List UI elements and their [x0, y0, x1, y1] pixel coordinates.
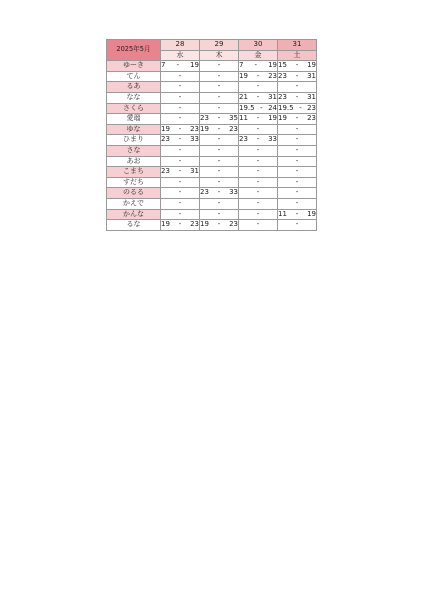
staff-row: [107, 198, 317, 209]
shift-start: 19.5: [278, 103, 294, 112]
no-shift-cell: -: [161, 188, 200, 199]
shift-separator: -: [217, 124, 221, 133]
no-shift-cell: -: [239, 156, 278, 167]
shift-end: 23: [307, 114, 316, 123]
shift-separator: -: [178, 135, 182, 144]
shift-start: 19: [161, 220, 170, 229]
staff-name: かえで: [107, 198, 161, 209]
no-shift-cell: -: [161, 103, 200, 114]
no-shift-cell: -: [200, 198, 239, 209]
no-shift-cell: -: [161, 92, 200, 103]
shift-start: 19: [239, 71, 248, 80]
shift-end: 19: [268, 114, 277, 123]
no-shift-cell: -: [161, 114, 200, 125]
month-label: 2025年5月: [107, 40, 161, 61]
staff-name: なな: [107, 92, 161, 103]
no-shift-cell: -: [278, 198, 317, 209]
shift-start: 23: [161, 135, 170, 144]
shift-separator: -: [256, 71, 260, 80]
weekday-header-cell: 金: [239, 50, 278, 61]
staff-row: [107, 135, 317, 146]
date-header-cell: 30: [239, 40, 278, 51]
shift-separator: -: [295, 71, 299, 80]
no-shift-cell: -: [200, 82, 239, 93]
shift-time-cell: [161, 135, 200, 146]
shift-end: 23: [307, 103, 316, 112]
shift-end: 23: [268, 71, 277, 80]
staff-row: [107, 114, 317, 125]
staff-row: [107, 156, 317, 167]
no-shift-cell: -: [200, 61, 239, 72]
shift-separator: -: [295, 209, 299, 218]
staff-name: のるる: [107, 188, 161, 199]
no-shift-cell: -: [239, 188, 278, 199]
shift-time-cell: [239, 61, 278, 72]
shift-separator: -: [260, 103, 263, 112]
shift-time-cell: [161, 167, 200, 178]
shift-end: 23: [190, 220, 199, 229]
shift-table: [106, 39, 317, 231]
no-shift-cell: -: [278, 220, 317, 231]
no-shift-cell: -: [239, 82, 278, 93]
staff-name: るあ: [107, 82, 161, 93]
staff-name: 愛瑠: [107, 114, 161, 125]
shift-time-cell: [278, 61, 317, 72]
no-shift-cell: -: [200, 103, 239, 114]
staff-row: [107, 92, 317, 103]
shift-separator: -: [178, 167, 182, 176]
date-header-cell: 29: [200, 40, 239, 51]
no-shift-cell: -: [161, 71, 200, 82]
no-shift-cell: -: [239, 177, 278, 188]
staff-name: さな: [107, 145, 161, 156]
shift-start: 19: [200, 124, 209, 133]
shift-separator: -: [295, 92, 299, 101]
shift-end: 19: [268, 61, 277, 70]
weekday-header-cell: 木: [200, 50, 239, 61]
staff-row: [107, 61, 317, 72]
shift-separator: -: [176, 61, 180, 70]
shift-table-body: [107, 40, 317, 231]
shift-start: 23: [278, 71, 287, 80]
staff-row: [107, 71, 317, 82]
no-shift-cell: -: [278, 124, 317, 135]
no-shift-cell: -: [239, 124, 278, 135]
shift-end: 35: [229, 114, 238, 123]
no-shift-cell: -: [200, 71, 239, 82]
shift-time-cell: [200, 188, 239, 199]
no-shift-cell: -: [161, 82, 200, 93]
shift-end: 24: [268, 103, 277, 112]
shift-time-cell: [239, 114, 278, 125]
no-shift-cell: -: [278, 167, 317, 178]
shift-start: 23: [200, 114, 209, 123]
no-shift-cell: -: [200, 135, 239, 146]
date-header-row: [107, 40, 317, 51]
no-shift-cell: -: [161, 156, 200, 167]
shift-time-cell: [239, 135, 278, 146]
shift-start: 23: [200, 188, 209, 197]
shift-separator: -: [256, 135, 260, 144]
no-shift-cell: -: [239, 209, 278, 220]
staff-name: てん: [107, 71, 161, 82]
staff-name: こまち: [107, 167, 161, 178]
no-shift-cell: -: [200, 156, 239, 167]
shift-time-cell: [278, 71, 317, 82]
no-shift-cell: -: [278, 177, 317, 188]
staff-row: [107, 188, 317, 199]
staff-row: [107, 177, 317, 188]
staff-row: [107, 167, 317, 178]
shift-time-cell: [161, 61, 200, 72]
no-shift-cell: -: [239, 145, 278, 156]
shift-start: 11: [278, 209, 287, 218]
staff-row: [107, 145, 317, 156]
shift-start: 19: [278, 114, 287, 123]
shift-start: 23: [239, 135, 248, 144]
shift-start: 23: [278, 92, 287, 101]
no-shift-cell: -: [161, 145, 200, 156]
shift-time-cell: [278, 92, 317, 103]
staff-row: [107, 209, 317, 220]
no-shift-cell: -: [239, 198, 278, 209]
shift-time-cell: [200, 114, 239, 125]
no-shift-cell: -: [200, 145, 239, 156]
staff-row: [107, 220, 317, 231]
staff-name: さくら: [107, 103, 161, 114]
shift-end: 19: [190, 61, 199, 70]
shift-end: 23: [190, 124, 199, 133]
shift-start: 15: [278, 61, 287, 70]
shift-time-cell: [161, 124, 200, 135]
shift-start: 11: [239, 114, 248, 123]
shift-separator: -: [299, 103, 302, 112]
no-shift-cell: -: [239, 220, 278, 231]
staff-name: ゆーき: [107, 61, 161, 72]
staff-row: [107, 124, 317, 135]
shift-time-cell: [239, 92, 278, 103]
no-shift-cell: -: [200, 177, 239, 188]
shift-time-cell: [278, 114, 317, 125]
no-shift-cell: -: [200, 92, 239, 103]
no-shift-cell: -: [278, 135, 317, 146]
shift-time-cell: [239, 71, 278, 82]
staff-name: るな: [107, 220, 161, 231]
staff-name: すだち: [107, 177, 161, 188]
shift-time-cell: [200, 124, 239, 135]
staff-row: [107, 103, 317, 114]
shift-start: 19: [200, 220, 209, 229]
shift-separator: -: [178, 220, 182, 229]
staff-row: [107, 82, 317, 93]
shift-time-cell: [239, 103, 278, 114]
shift-start: 7: [161, 61, 166, 70]
no-shift-cell: -: [278, 145, 317, 156]
shift-start: 19.5: [239, 103, 255, 112]
no-shift-cell: -: [161, 209, 200, 220]
shift-end: 31: [190, 167, 199, 176]
shift-start: 23: [161, 167, 170, 176]
no-shift-cell: -: [200, 167, 239, 178]
shift-end: 31: [307, 92, 316, 101]
shift-separator: -: [295, 114, 299, 123]
shift-end: 23: [229, 220, 238, 229]
shift-time-cell: [278, 103, 317, 114]
staff-name: ひまり: [107, 135, 161, 146]
shift-start: 21: [239, 92, 248, 101]
no-shift-cell: -: [278, 82, 317, 93]
shift-separator: -: [295, 61, 299, 70]
shift-separator: -: [178, 124, 182, 133]
shift-separator: -: [254, 61, 258, 70]
no-shift-cell: -: [278, 188, 317, 199]
shift-separator: -: [256, 92, 260, 101]
staff-name: あお: [107, 156, 161, 167]
shift-end: 31: [268, 92, 277, 101]
shift-separator: -: [217, 220, 221, 229]
shift-end: 33: [229, 188, 238, 197]
no-shift-cell: -: [200, 209, 239, 220]
shift-separator: -: [217, 114, 221, 123]
shift-separator: -: [217, 188, 221, 197]
shift-end: 23: [229, 124, 238, 133]
shift-end: 19: [307, 61, 316, 70]
shift-time-cell: [278, 209, 317, 220]
no-shift-cell: -: [161, 198, 200, 209]
weekday-header-cell: 土: [278, 50, 317, 61]
no-shift-cell: -: [161, 177, 200, 188]
shift-end: 33: [268, 135, 277, 144]
date-header-cell: 28: [161, 40, 200, 51]
shift-separator: -: [256, 114, 260, 123]
shift-end: 33: [190, 135, 199, 144]
staff-name: かんな: [107, 209, 161, 220]
shift-start: 19: [161, 124, 170, 133]
date-header-cell: 31: [278, 40, 317, 51]
shift-start: 7: [239, 61, 244, 70]
weekday-header-cell: 水: [161, 50, 200, 61]
no-shift-cell: -: [278, 156, 317, 167]
staff-name: ゆな: [107, 124, 161, 135]
shift-end: 31: [307, 71, 316, 80]
no-shift-cell: -: [239, 167, 278, 178]
shift-time-cell: [200, 220, 239, 231]
shift-end: 19: [307, 209, 316, 218]
shift-time-cell: [161, 220, 200, 231]
